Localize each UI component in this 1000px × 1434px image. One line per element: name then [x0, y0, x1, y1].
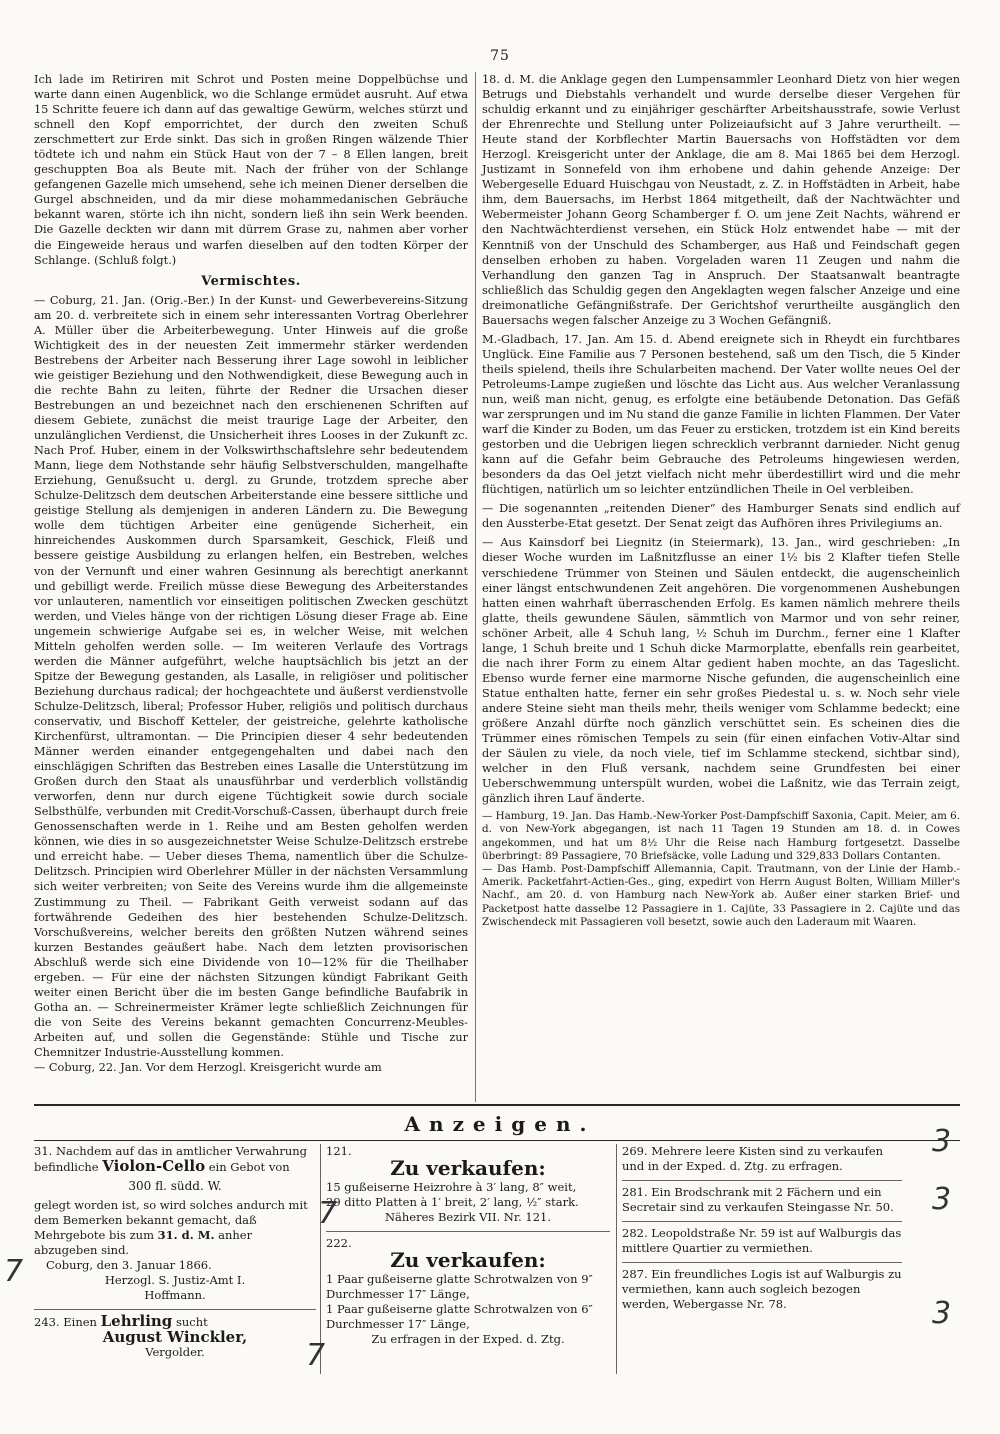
section-rule-bottom — [34, 1140, 960, 1141]
news-kainsdorf: — Aus Kainsdorf bei Liegnitz (in Steiermark), 13. Jan., wird geschrieben: „In dieser Woche wurden im Laßnitzflusse an einer 1½ bis 2 Klafter tiefen Stelle verschiedene Trümmer von Steinen und Säulen entdeckt, die augenscheinlich einer längst entschwundenen Zeit angehören. Die vorgenommenen Aushebungen hatten einen wahrhaft überraschenden Erfolg. Es kamen nämlich mehrere theils glatte, theils gewundene Säulen, sämmtlich von Marmor und von sehr reiner, schöner Arbeit, alle 4 Schuh lang, ½ Schuh im Durchm., ferner eine 1 Klafter lange, 1 Schuh breite und 1 Schuh dicke Marmorplatte, ebenfalls rein gearbeitet, die nach ihrer Form zu einem Altar gedient haben mochte, an das Tageslicht. Ebenso wurde ferner eine marmorne Nische gefunden, die augenscheinlich eine Statue enthalten hatte, ferner ein sehr großes Piedestal u. s. w. Noch sehr viele andere Steine sieht man theils mehr, theils weniger vom Schlamme bedeckt; eine größere Anzahl dürfte noch gänzlich verschüttet sein. Es scheinen dies die Trümmer eines römischen Tempels zu sein (für einen einfachen Votiv-Altar sind der Säulen zu viele, da noch viele, tief im Schlamme steckend, sichtbar sind), welcher in den Fluß versank, nachdem seine Grundfesten bei einer Ueberschwemmung unterspült wurden, wobei die Laßnitz, wie das Terrain zeigt, gänzlich ihren Lauf änderte. — [482, 536, 960, 806]
news-hamburg-senate: — Die sogenannten „reitenden Diener“ des Hamburger Senats sind endlich auf den Aussterbe-Etat gesetzt. Der Senat zeigt das Aufhören ihres Privilegiums an. — [482, 502, 960, 531]
ad-column-left — [34, 1144, 316, 1366]
ad-287: 287. Ein freundliches Logis ist auf Walburgis zu vermiethen, kann auch sogleich bezogen werden, Webergasse Nr. 78. — [622, 1267, 902, 1311]
ad-31-text4: anher abzugeben sind. — [34, 1228, 253, 1257]
ad-222-line3: Zu erfragen in der Exped. d. Ztg. — [371, 1332, 565, 1346]
ad-269: 269. Mehrere leere Kisten sind zu verkaufen und in der Exped. d. Ztg. zu erfragen. — [622, 1144, 884, 1173]
news-coburg-22-cont: 18. d. M. die Anklage gegen den Lumpensammler Leonhard Dietz von hier wegen Betrugs und Diebstahls verhandelt und wurde derselbe dieser Vergehen für schuldig erkannt und zu einjähriger geschärfter Arbeitshausstrafe, sowie Verlust der Ehrenrechte und Stellung unter Polizeiaufsicht auf 3 Jahre verurtheilt. — Heute stand der Korbflechter Martin Bauersachs von Hoffstädten vor dem Herzogl. Kreisgericht unter der Anklage, die am 8. Mai 1865 bei dem Herzogl. Justizamt in Sonnefeld von ihm erhobene und dahin gehende Anzeige: Der Webergeselle Eduard Huischgau von Neustadt, z. Z. in Hoffstädten in Arbeit, habe ihm, dem Bauersachs, im Herbst 1864 mitgetheilt, daß der Nachtwächter und Webermeister Johann Georg Schamberger f. O. um jene Zeit Nachts, während er den Nachtwächterdienst versehen, ein Stück Holz entwendet habe — mit der Kenntniß von der Unschuld des Schamberger, aus Haß und Feindschaft gegen denselben erhoben zu haben. Vorgeladen waren 11 Zeugen und nahm die Verhandlung den ganzen Tag in Anspruch. Der Staatsanwalt beantragte schließlich das Schuldig gegen den Angeklagten wegen falscher Anzeige und eine dreimonatliche Gefängnißstrafe. Der Gerichtshof verurtheilte ausgänglich den Bauersachs wegen falscher Anzeige zu 3 Wochen Gefängniß. — [482, 73, 960, 327]
right-column — [482, 72, 960, 1102]
classified-ads — [34, 1144, 960, 1374]
ad-divider — [622, 1262, 902, 1263]
ad-222-heading: Zu verkaufen: — [390, 1248, 546, 1272]
news-hamburg-allemannia: — Das Hamb. Post-Dampfschiff Allemannia, Capit. Trautmann, von der Linie der Hamb.-Amerik. Packetfahrt-Actien-Ges., ging, expedirt von Herrn August Bolten, William Miller's Nachf., am 20. d. von Hamburg nach New-York ab. Außer einer starken Brief- und Packetpost hatte dasselbe 12 Passagiere in 1. Cajüte, 33 Passagiere in 2. Cajüte und das Zwischendeck mit Passagieren voll besetzt, sowie auch den Laderaum mit Waaren. — [482, 863, 960, 928]
ad-31-deadline: 31. d. M. — [157, 1228, 215, 1242]
ad-222-line2: 1 Paar gußeiserne glatte Schrotwalzen von 6″ Durchmesser 17″ Länge, — [326, 1302, 593, 1331]
ad-31-office: Herzogl. S. Justiz-Amt I. — [104, 1273, 246, 1287]
ad-column-right — [622, 1144, 902, 1318]
ad-121-line2: 29 ditto Platten à 1′ breit, 2′ lang, ½″ stark. — [326, 1195, 579, 1209]
news-gladbach: M.-Gladbach, 17. Jan. Am 15. d. Abend ereignete sich in Rheydt ein furchtbares Unglück. Eine Familie aus 7 Personen bestehend, saß um den Tisch, die 5 Kinder theils spielend, theils ihre Schularbeiten machend. Der Vater wollte neues Oel der Petroleums-Lampe zugießen und löschte das Licht aus. Aus welcher Veranlassung nun, weiß man nicht, genug, es erfolgte eine betäubende Detonation. Das Gefäß war zersprungen und im Nu stand die ganze Familie in lichten Flammen. Der Vater warf die Kinder zu Boden, um das Feuer zu ersticken, trotzdem ist ein Kind bereits gestorben und die Uebrigen liegen schrecklich verbrannt darnieder. Nicht genug kann auf die Gefahr beim Gebrauche des Petroleums hingewiesen werden, besonders da das Oel jetzt vielfach nicht mehr überdestillirt wird und die mehr flüchtigen, natürlich um so leichter entzündlichen Theile in Oel verbleiben. — [482, 332, 961, 497]
ad-column-middle — [326, 1144, 610, 1353]
ad-243-name: August Winckler, — [102, 1328, 248, 1346]
ad-243-trade: Vergolder. — [145, 1345, 205, 1359]
ad-121-number: 121. — [326, 1144, 352, 1158]
news-coburg-21: — Coburg, 21. Jan. (Orig.-Ber.) In der Kunst- und Gewerbevereins-Sitzung am 20. d. verbreitete sich in einem sehr interessanten Vortrag Oberlehrer A. Müller über die Arbeiterbewegung. Unter Hinweis auf die große Wichtigkeit des in der neuesten Zeit immermehr stärker werdenden Bestrebens der Arbeiter nach Besserung ihrer Lage sowohl in leiblicher wie geistiger Beziehung und den Nothwendigkeit, diese Bewegung auch in die rechte Bahn zu leiten, führte der Redner die Ursachen dieser Bestrebungen an und bezeichnet nach den erschienenen Schriften auf diesem Gebiete, zunächst die meist traurige Lage der Arbeiter, den unzulänglichen Verdienst, die Unsicherheit ihres Looses in der Zukunft zc. Nach Prof. Huber, einem in der Volkswirthschaftslehre sehr bedeutendem Mann, liege dem Nothstande sehr häufig Selbstverschulden, mangelhafte Erziehung, Genußsucht u. dergl. zu Grunde, trotzdem spreche aber Schulze-Delitzsch dem deutschen Arbeiterstande eine bessere sittliche und geistige Stellung als demjenigen in anderen Ländern zu. Die Bewegung wolle dem tüchtigen Arbeiter eine genügende Sicherheit, ein hinreichendes Auskommen durch Sparsamkeit, Geschick, Fleiß und bessere geistige Ausbildung zu erlangen helfen, ein Bestreben, welches von der Vernunft und einer wahren Gesinnung als berechtigt anerkannt und gebilligt werde. Freilich müsse diese Bewegung des Arbeiterstandes vor unlauteren, namentlich vor einseitigen politischen Zwecken geschützt werden, und Vieles hänge von der richtigen Lösung dieser Frage ab. Eine ungemein schwierige Aufgabe sei es, in welcher Weise, mit welchen Mitteln geholfen werden solle. — Im weiteren Verlaufe des Vortrags werden die Männer aufgeführt, welche hauptsächlich bis jetzt an der Spitze der Bewegung gestanden, als Lasalle, in religiöser und politischer Beziehung durchaus radical; der hochgeachtete und äußerst verdienstvolle Schulze-Delitzsch, liberal; Professor Huber, religiös und politisch durchaus conservativ, und Bischoff Ketteler, der geistreiche, gelehrte katholische Kirchenfürst, ultramontan. — Die Principien dieser 4 sehr bedeutenden Männer werden einander entgegengehalten und dabei nach den einschlägigen Schriften das Bestreben eines Lasalle die Unterstützung im Großen durch den Staat als unausführbar und verderblich vollständig verworfen, denn nur durch eigene Tüchtigkeit sowie durch sociale Selbsthülfe, verbunden mit Credit-Vorschuß-Cassen, überhaupt durch freie Genossenschaften werde in 1. Reihe und am Besten geholfen werden können, wie dies in so ausgezeichnetster Weise Schulze-Delitzsch erstrebe und erreicht habe. — Ueber dieses Thema, namentlich über die Schulze-Delitzsch. Principien wird Oberlehrer Müller in der nächsten Versammlung sich weiter verbreiten; von Seite des Vereins wurde ihm die allgemeinste Zustimmung zu Theil. — Fabrikant Geith verweist sodann auf das fortwährende Gedeihen des hier bestehenden Schulze-Delitzsch. Vorschußvereins, welcher bereits den größten Nutzen während seines kurzen Bestandes geäußert habe. Nach dem letzten provisorischen Abschluß werde sich eine Dividende von 10—12% für die Theilhaber ergeben. — Für eine der nächsten Sitzungen kündigt Fabrikant Geith weiter einen Bericht über die im besten Gange befindliche Baufabrik in Gotha an. — Schreinermeister Krämer legte schließlich Zeichnungen für die von Seite des Vereins bekannt gemachten Concurrenz-Meubles-Arbeiten auf, und sollen die Gegenstände: Stühle und Tische zur Chemnitzer Industrie-Ausstellung kommen. — [34, 293, 468, 1059]
ad-121-line3: Näheres Bezirk VII. Nr. 121. — [384, 1210, 552, 1224]
ad-31-text2: ein Gebot von — [208, 1160, 290, 1174]
ad-281: 281. Ein Brodschrank mit 2 Fächern und ein Secretair sind zu verkaufen Steingasse Nr. 50. — [622, 1185, 894, 1214]
ad-31-text3: gelegt worden ist, so wird solches andurch mit dem Bemerken bekannt gemacht, daß Mehrgebote bis zum — [34, 1198, 308, 1242]
ad-31-item: Violon-Cello — [102, 1157, 206, 1175]
ad-divider — [622, 1221, 902, 1222]
handwritten-mark: 3 — [932, 1296, 952, 1331]
ad-222 — [326, 1236, 610, 1347]
ad-222-line1: 1 Paar gußeiserne glatte Schrotwalzen von 9″ Durchmesser 17″ Länge, — [326, 1272, 593, 1301]
ad-31-date: Coburg, den 3. Januar 1866. — [46, 1258, 212, 1272]
ad-31-text: 31. Nachdem auf das in amtlicher Verwahrung befindliche — [34, 1144, 308, 1174]
ad-121-line1: 15 gußeiserne Heizrohre à 3′ lang, 8″ weit, — [326, 1180, 577, 1194]
ad-243-text2: sucht — [175, 1315, 208, 1329]
section-heading-vermischtes: Vermischtes. — [201, 273, 301, 289]
handwritten-mark: 7 — [306, 1338, 326, 1373]
ad-31-signer: Hoffmann. — [144, 1288, 206, 1302]
ad-31 — [34, 1144, 316, 1303]
handwritten-mark: 3 — [932, 1124, 952, 1159]
ad-121 — [326, 1144, 610, 1225]
left-column — [34, 72, 468, 1102]
handwritten-mark: 7 — [4, 1254, 24, 1289]
anzeigen-title: Anzeigen. — [404, 1112, 596, 1136]
story-conclusion: Ich lade im Retiriren mit Schrot und Posten meine Doppelbüchse und warte dann einen Augenblick, wo die Schlange ermüdet ausruht. Auf etwa 15 Schritte feuere ich dann auf das gewaltige Gewürm, welches stürzt und schnell den Kopf emporrichtet, der durch den zweiten Schuß zerschmettert zur Erde sinkt. Das sich in großen Ringen wälzende Thier tödtete ich und nahm ein Stück Haut von der 7 – 8 Ellen langen, breit geschuppten Boa als Beute mit. Nach der früher von der Schlange gefangenen Gazelle mich umsehend, sehe ich meinen Diener derselben die Gurgel abschneiden, und da mir diese mohammedanischen Gebräuche bekannt waren, störte ich ihn nicht, sondern ließ ihn sein Werk beenden. Die Gazelle deckten wir dann mit dürrem Grase zu, nahmen aber vorher die Eingeweide heraus und warfen dieselben auf den todten Körper der Schlange. (Schluß folgt.) — [34, 73, 468, 267]
handwritten-mark: 7 — [318, 1196, 338, 1231]
ad-divider — [622, 1180, 902, 1181]
handwritten-mark: 3 — [932, 1182, 952, 1217]
ad-243 — [34, 1314, 316, 1360]
section-rule-top — [34, 1104, 960, 1106]
news-coburg-22-start: — Coburg, 22. Jan. Vor dem Herzogl. Kreisgericht wurde am — [34, 1061, 382, 1075]
ad-282: 282. Leopoldstraße Nr. 59 ist auf Walburgis das mittlere Quartier zu vermiethen. — [622, 1226, 902, 1255]
ad-243-item: Lehrling — [100, 1312, 173, 1330]
ad-31-price: 300 fl. südd. W. — [128, 1179, 222, 1193]
ad-121-heading: Zu verkaufen: — [390, 1156, 546, 1180]
page-number: 75 — [490, 48, 510, 64]
ad-divider — [326, 1231, 610, 1232]
ad-divider — [34, 1309, 316, 1310]
column-divider — [475, 72, 476, 1102]
ad-222-number: 222. — [326, 1236, 352, 1250]
news-hamburg-saxonia: — Hamburg, 19. Jan. Das Hamb.-New-Yorker Post-Dampfschiff Saxonia, Capit. Meier, am 6. d. von New-York abgegangen, ist nach 11 Tagen 19 Stunden am 18. d. in Cowes angekommen, und hat um 8½ Uhr die Reise nach Hamburg fortgesetzt. Dasselbe überbringt: 89 Passagiere, 70 Briefsäcke, volle Ladung und 329,833 Dollars Contanten. — [482, 810, 960, 862]
ad-243-text: 243. Einen — [34, 1315, 97, 1329]
ad-column-rule — [616, 1144, 617, 1374]
